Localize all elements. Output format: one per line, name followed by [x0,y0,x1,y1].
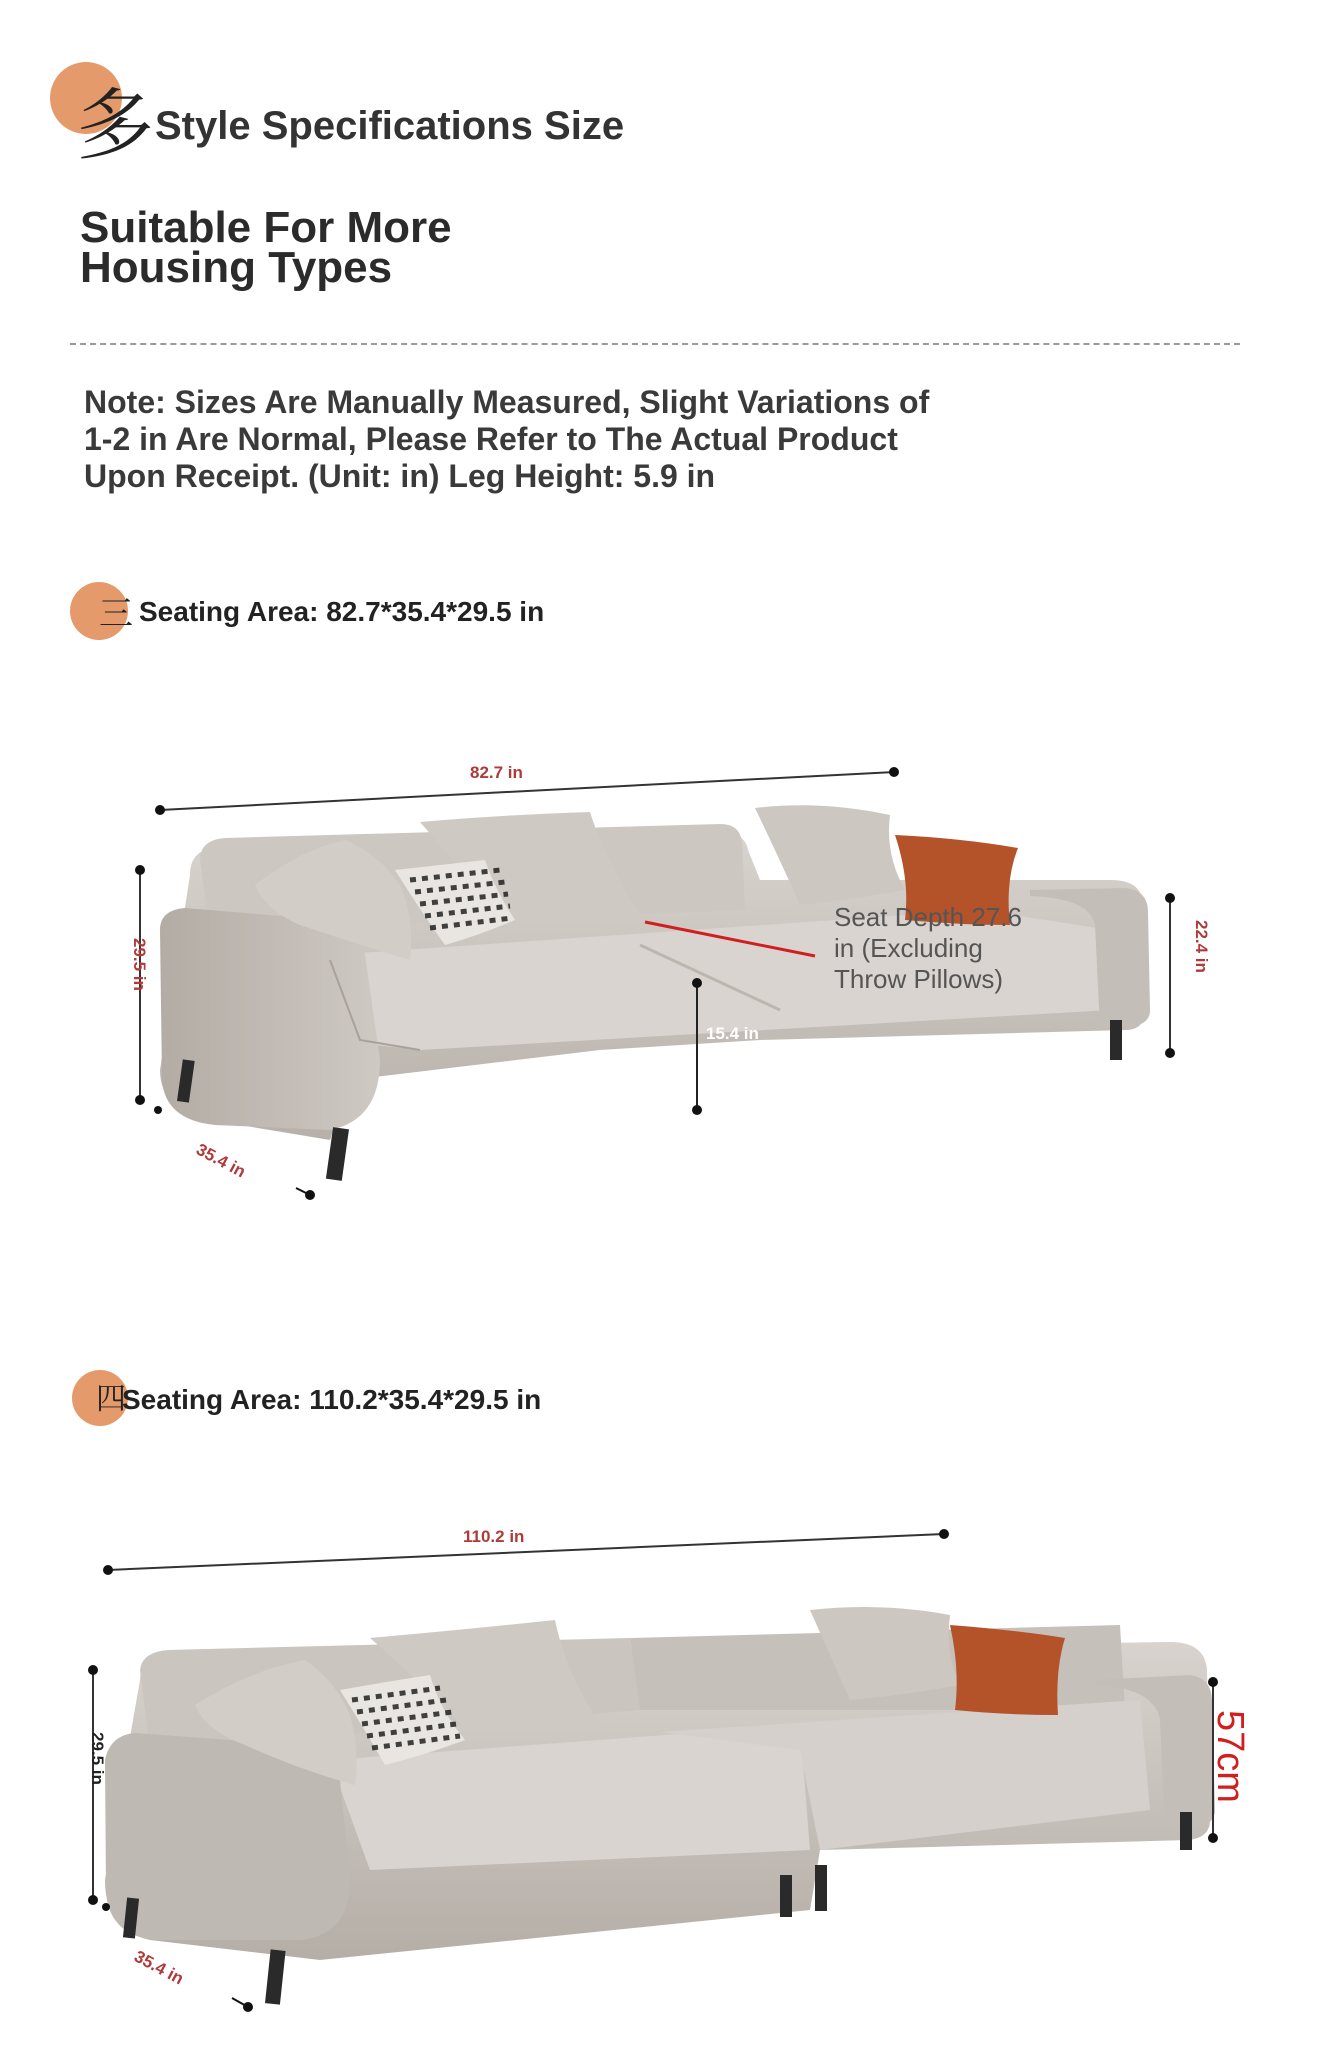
dimension-endpoint [88,1895,98,1905]
section1-title: Seating Area: 82.7*35.4*29.5 in [139,596,545,627]
dimension-endpoint [102,1903,110,1911]
page-title: Style Specifications Size [155,104,625,148]
seat-height-label: 15.4 in [706,1024,759,1043]
section2-title: Seating Area: 110.2*35.4*29.5 in [122,1384,542,1415]
dimension-endpoint [889,767,899,777]
note-line-2: 1-2 in Are Normal, Please Refer to The Actual Product [84,421,898,457]
page-subtitle [80,203,640,292]
sofa-leg [265,1949,286,2004]
width-label: 82.7 in [470,763,523,782]
section-divider [70,343,1240,345]
dimension-endpoint [88,1665,98,1675]
sofa-leg [815,1865,827,1911]
note-line-3: Upon Receipt. (Unit: in) Leg Height: 5.9 in [84,458,716,494]
sofa-leg [780,1875,792,1917]
subtitle-line-1: Suitable For More [80,203,452,252]
seat-depth-line-1: Seat Depth 27.6 [834,902,1022,932]
sofa-leg [1180,1812,1192,1850]
left-armrest [160,908,380,1130]
dimension-endpoint [154,1106,162,1114]
dimension-endpoint [135,1095,145,1105]
subtitle-line-2: Housing Types [80,243,393,292]
dimension-endpoint [1208,1677,1218,1687]
depth-label: 35.4 in [193,1139,249,1182]
back-height-label: 22.4 in [1192,920,1211,973]
seat-depth-line-3: Throw Pillows) [834,964,1004,994]
sofa-figure-large [0,1520,1322,2040]
depth-dimension-line [232,1998,248,2007]
seat-depth-line-2: in (Excluding [834,933,983,963]
width-dimension-line [160,772,894,810]
dimension-endpoint [1165,893,1175,903]
throw-pillow-orange [950,1625,1065,1715]
dimension-endpoint [692,1105,702,1115]
dimension-endpoint [1208,1833,1218,1843]
width-label: 110.2 in [463,1527,525,1546]
dimension-endpoint [939,1529,949,1539]
height-label: 29.5 in [88,1732,107,1785]
sofa-leg [1110,1020,1122,1060]
section2-badge-glyph: 四 [96,1382,126,1417]
note-line-1: Note: Sizes Are Manually Measured, Slight Variations of [84,384,930,420]
dimension-endpoint [692,978,702,988]
dimension-endpoint [103,1565,113,1575]
header-badge-glyph: 多 [76,81,155,171]
section1-badge-glyph: 三 [99,594,133,634]
dimension-endpoint [135,865,145,875]
sofa-figure-small [0,720,1322,1240]
dimension-endpoint [1165,1048,1175,1058]
dimension-endpoint [155,805,165,815]
depth-label: 35.4 in [131,1946,187,1989]
back-height-label: 57cm [1209,1710,1251,1803]
measurement-note [84,384,984,495]
height-label: 29.5 in [130,938,149,991]
width-dimension-line [108,1534,944,1570]
